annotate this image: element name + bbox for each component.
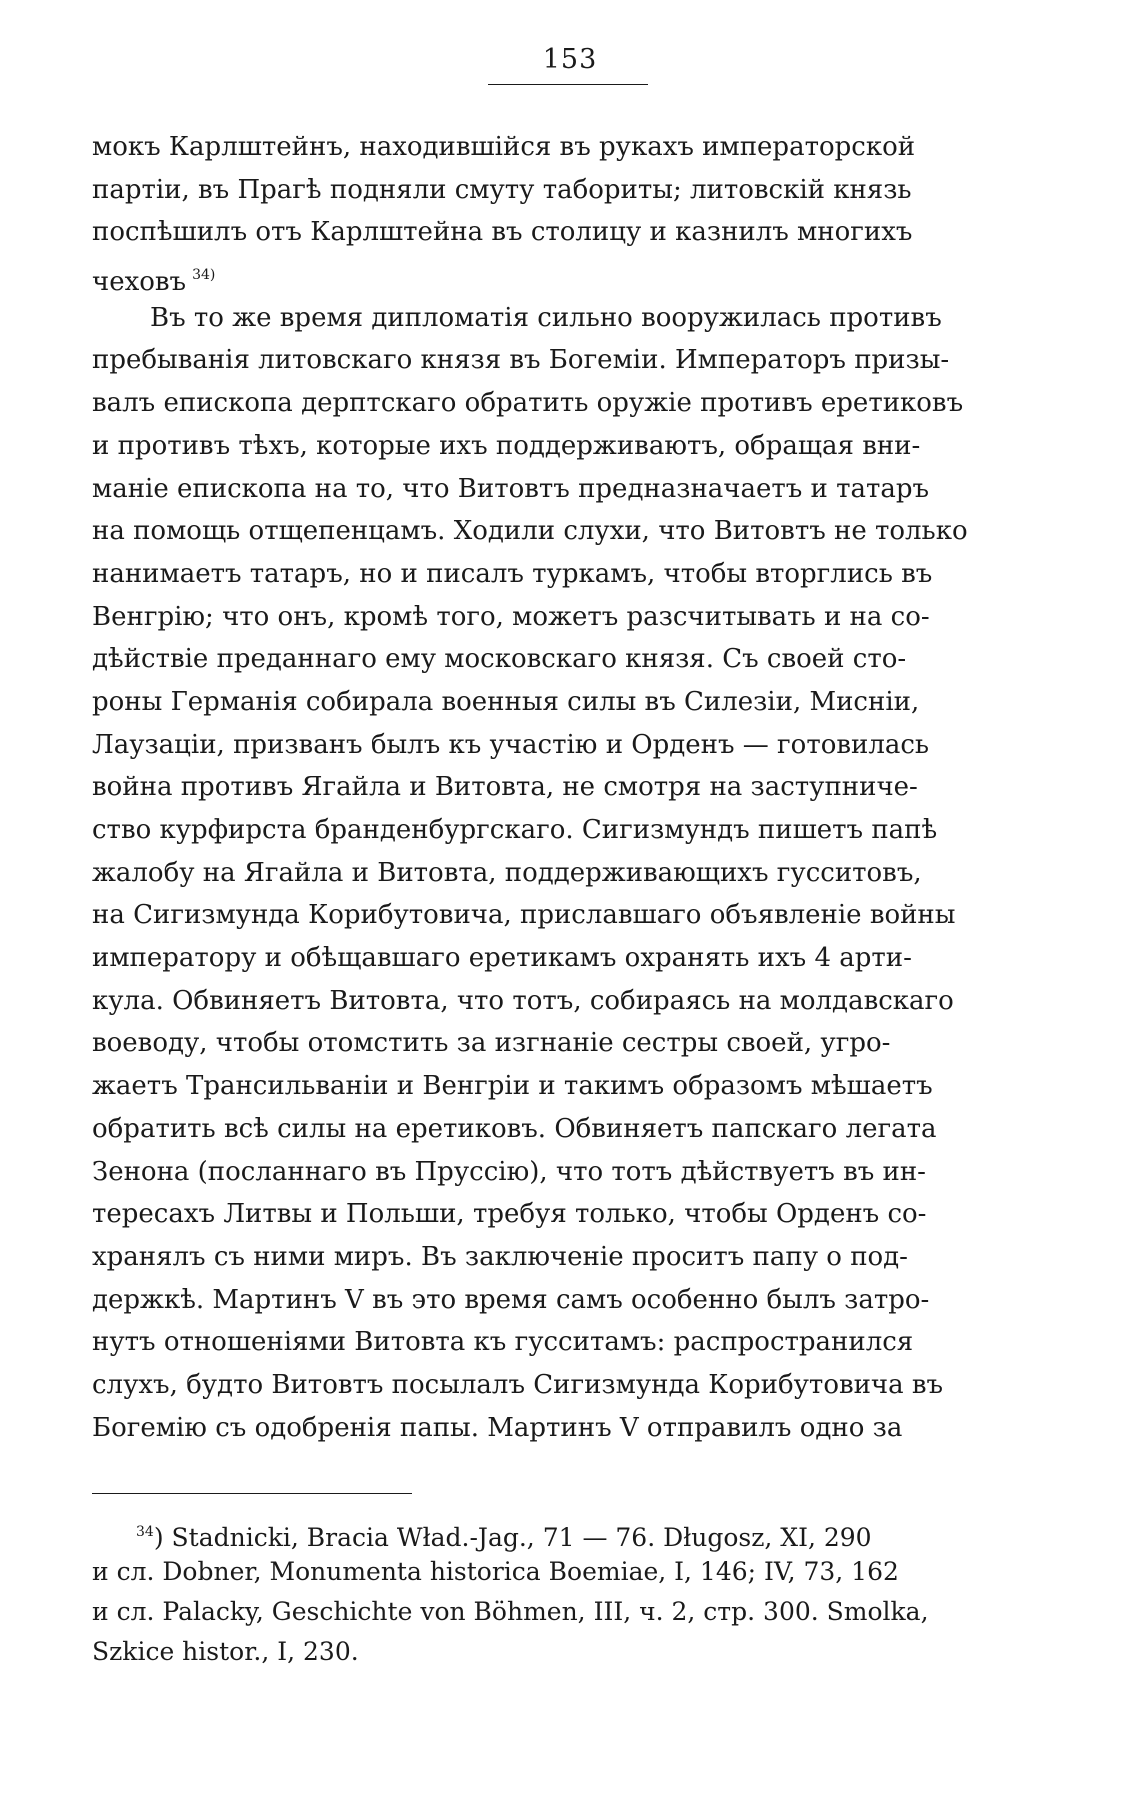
footnote-line: Szkice histor., I, 230. — [92, 1637, 359, 1666]
text-line: ство курфирста бранденбургскаго. Сигизмундъ пишетъ папѣ — [92, 815, 938, 845]
text-line: слухъ, будто Витовтъ посылалъ Сигизмунда Корибутовича въ — [92, 1369, 944, 1400]
page-number: 153 — [542, 44, 598, 75]
footnote-line-content: ) Stadnicki, Bracia Wład.-Jag., 71 — 76. Długosz, XI, 290 — [153, 1523, 872, 1552]
text-line: валъ епископа дерптскаго обратить оружіе противъ еретиковъ — [92, 388, 964, 419]
text-line: жаетъ Трансильваніи и Венгріи и такимъ образомъ мѣшаетъ — [92, 1071, 933, 1102]
text-line: дѣйствіе преданнаго ему московскаго князя. Съ своей сто- — [92, 644, 907, 675]
text-line: воеводу, чтобы отомстить за изгнаніе сестры своей, угро- — [92, 1028, 891, 1059]
footnote-line: и сл. Palacky, Geschichte von Böhmen, III, ч. 2, стр. 300. Smolka, — [92, 1597, 929, 1626]
footnotes — [92, 1512, 1048, 1672]
text-line: императору и обѣщавшаго еретикамъ охранять ихъ 4 арти- — [92, 943, 912, 974]
page-number-rule — [488, 84, 648, 85]
text-line: обратить всѣ силы на еретиковъ. Обвиняетъ папскаго легата — [92, 1113, 937, 1144]
text-line: поспѣшилъ отъ Карлштейна въ столицу и казнилъ многихъ — [92, 217, 913, 248]
text-line: маніе епископа на то, что Витовтъ предназначаетъ и татаръ — [92, 473, 930, 504]
footnote-reference: 34) — [192, 267, 216, 284]
text-line: нанимаетъ татаръ, но и писалъ туркамъ, чтобы вторглись въ — [92, 558, 933, 589]
text-line: и противъ тѣхъ, которые ихъ поддерживаютъ, обращая вни- — [92, 430, 921, 461]
text-line: нутъ отношеніями Витовта къ гусситамъ: распространился — [92, 1327, 914, 1358]
body-text — [92, 126, 1048, 1449]
text-line: Богемію съ одобренія папы. Мартинъ V отправилъ одно за — [92, 1412, 903, 1443]
text-line: хранялъ съ ними миръ. Въ заключеніе проситъ папу о под- — [92, 1241, 908, 1272]
text-line — [92, 254, 1048, 297]
text-line-content: чеховъ — [92, 267, 187, 298]
text-line: жалобу на Ягайла и Витовта, поддерживающихъ гусситовъ, — [92, 857, 922, 888]
text-line: Лаузаціи, призванъ былъ къ участію и Орденъ — готовилась — [92, 729, 930, 760]
text-line: роны Германія собирала военныя силы въ Силезіи, Мисніи, — [92, 686, 920, 717]
text-line: Зенона (посланнаго въ Пруссію), что тотъ дѣйствуетъ въ ин- — [92, 1156, 926, 1187]
text-line: пребыванія литовскаго князя въ Богеміи. Императоръ призы- — [92, 345, 950, 376]
text-line: держкѣ. Мартинъ V въ это время самъ особенно былъ затро- — [92, 1284, 930, 1315]
footnote-rule — [92, 1493, 412, 1494]
footnote-line: и сл. Dobner, Monumenta historica Boemiae, I, 146; IV, 73, 162 — [92, 1557, 899, 1586]
text-line: на помощь отщепенцамъ. Ходили слухи, что Витовтъ не только — [92, 516, 968, 547]
footnote-line — [92, 1512, 1048, 1552]
text-line: война противъ Ягайла и Витовта, не смотря на заступниче- — [92, 772, 918, 803]
footnote-mark: 34 — [136, 1524, 154, 1540]
text-line: кула. Обвиняетъ Витовта, что тотъ, собираясь на молдавскаго — [92, 985, 954, 1016]
text-line: мокъ Карлштейнъ, находившійся въ рукахъ императорской — [92, 132, 916, 162]
text-line: Венгрію; что онъ, кромѣ того, можетъ разсчитывать и на со- — [92, 601, 930, 632]
text-line: Въ то же время дипломатія сильно вооружилась противъ — [150, 302, 942, 333]
text-line: партіи, въ Прагѣ подняли смуту табориты; литовскій князь — [92, 174, 912, 205]
text-line: на Сигизмунда Корибутовича, приславшаго объявленіе войны — [92, 900, 956, 931]
text-line: тересахъ Литвы и Польши, требуя только, чтобы Орденъ со- — [92, 1199, 927, 1230]
